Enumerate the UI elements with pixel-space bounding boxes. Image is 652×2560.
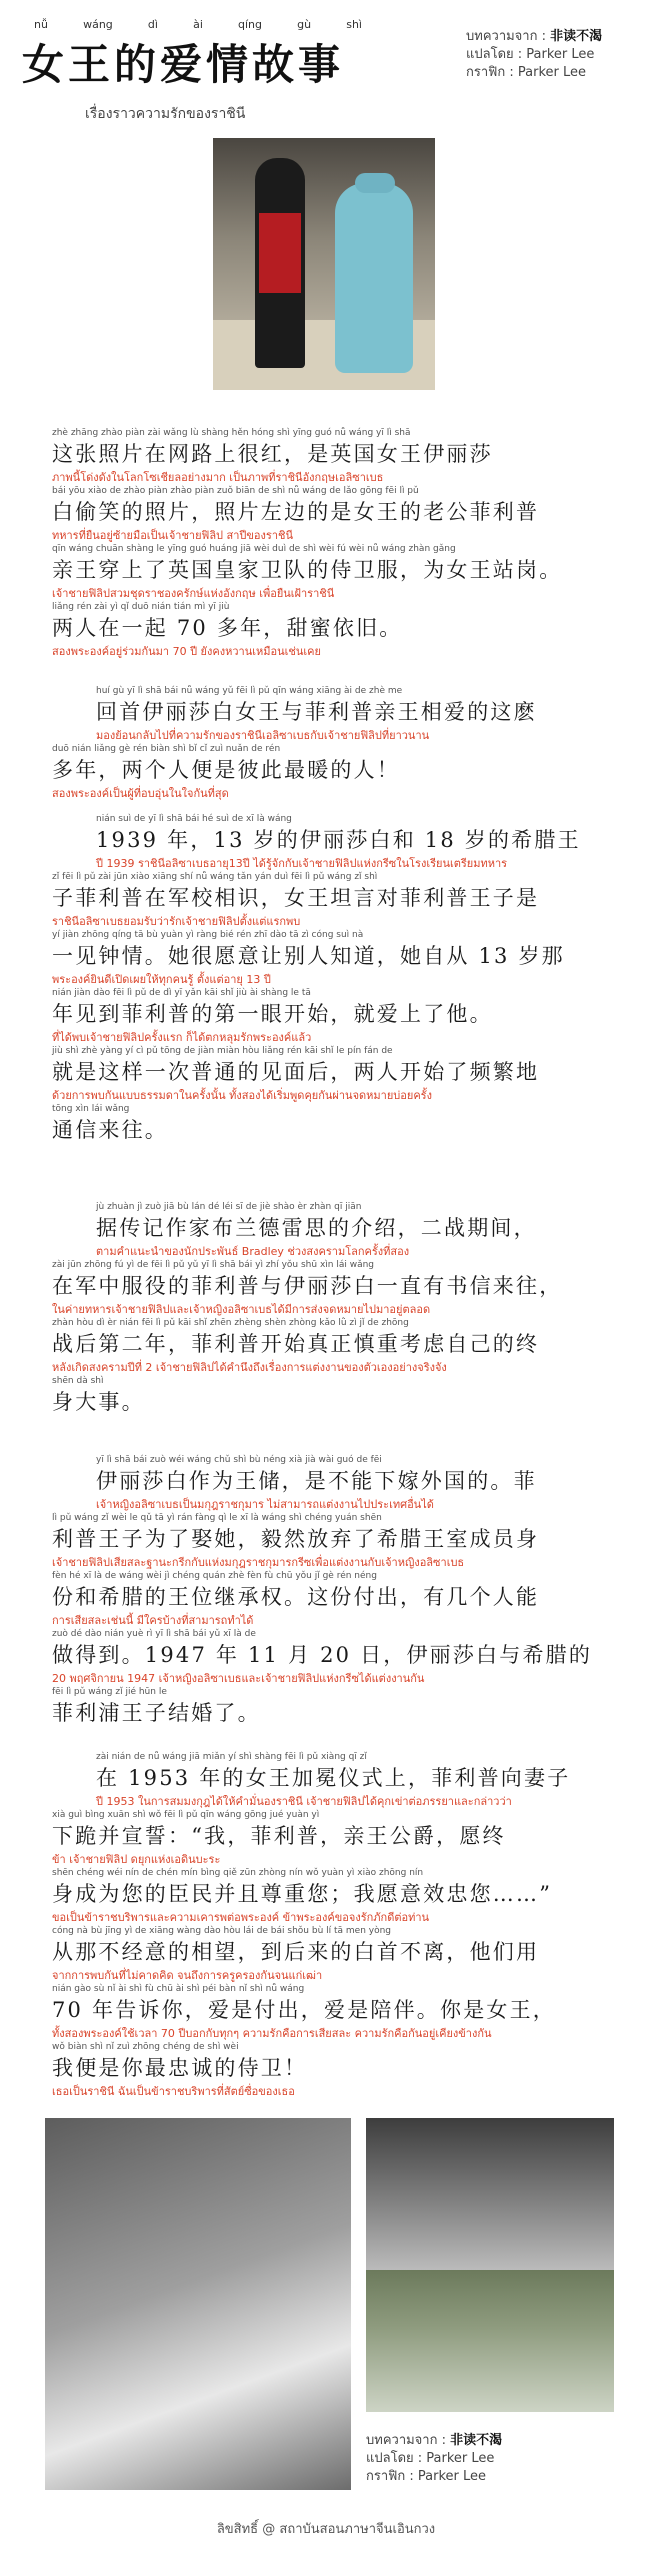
thai-translation-line: ตามคำแนะนำของนักประพันธ์ Bradley ช่วงสงครามโลกครั้งที่สอง — [96, 1245, 410, 1258]
thai-translation-line: 20 พฤศจิกายน 1947 เจ้าหญิงอลิซาเบธและเจ้าชายฟิลิปแห่งกรีซได้แต่งงานกัน — [52, 1672, 425, 1685]
title-pinyin-syllable: wáng — [83, 18, 113, 31]
thai-translation-line: ทหารที่ยืนอยู่ซ้ายมือเป็นเจ้าชายฟิลิป สาปีของราชินี — [52, 529, 293, 542]
title-pinyin-syllable: dì — [147, 18, 158, 31]
chinese-line: 份和希腊的王位继承权。这份付出，有几个人能 — [52, 1585, 540, 1609]
paragraph-4 — [0, 1202, 652, 1434]
paragraph-1 — [0, 428, 652, 660]
thai-translation-line: มองย้อนกลับไปที่ความรักของราชินีเอลิซาเบธกับเจ้าชายฟิลิปที่ยาวนาน — [96, 729, 430, 742]
text-row — [0, 1046, 652, 1104]
thai-translation-line: ข้า เจ้าชายฟิลิป ดยุกแห่งเอดินบะระ — [52, 1853, 221, 1866]
text-row — [0, 486, 652, 544]
credit-translator: แปลโดย : Parker Lee — [466, 47, 595, 62]
page-subtitle: เรื่องราวความรักของราชินี — [85, 106, 246, 122]
credit-source: บทความจาก : 非读不渴 — [466, 29, 603, 44]
pinyin-line: tōng xìn lái wǎng — [52, 1104, 130, 1114]
text-row — [0, 544, 652, 602]
pinyin-line: nián jiàn dào fēi lì pǔ de dì yī yǎn kāi shǐ jiù ài shàng le tā — [52, 988, 311, 998]
chinese-line: 我便是你最忠诚的侍卫！ — [52, 2056, 308, 2080]
text-row — [0, 428, 652, 486]
paragraph-6 — [0, 1752, 652, 2100]
photo-young-couple — [366, 2118, 614, 2276]
title-pinyin-syllable: qíng — [238, 18, 262, 31]
chinese-line: 从那不经意的相望，到后来的白首不离，他们用 — [52, 1940, 540, 1964]
pinyin-line: yī lì shā bái zuò wéi wáng chǔ shì bù néng xià jià wài guó de fēi — [96, 1455, 382, 1465]
thai-translation-line: เจ้าชายฟิลิปเสียสละฐานะกรีกกับแห่งมกุฎราชกุมารกรีซเพื่อแต่งงานกับเจ้าหญิงอลิซาเบธ — [52, 1556, 465, 1569]
pinyin-line: duō nián liǎng gè rén biàn shì bǐ cǐ zuì nuǎn de rén — [52, 744, 281, 754]
text-row — [0, 1984, 652, 2042]
title-pinyin-syllable: gù — [297, 18, 312, 31]
text-row — [0, 686, 652, 744]
text-row — [0, 1104, 652, 1162]
pinyin-line: xià guì bìng xuān shì wǒ fēi lì pǔ qīn wáng gōng jué yuàn yì — [52, 1810, 320, 1820]
chinese-line: 在军中服役的菲利普与伊丽莎白一直有书信来往， — [52, 1274, 563, 1298]
chinese-line: 白偷笑的照片，照片左边的是女王的老公菲利普 — [52, 500, 540, 524]
credit-graphic: กราฟิก : Parker Lee — [366, 2469, 486, 2484]
pinyin-line: cóng nà bù jīng yì de xiāng wàng dào hòu lái de bái shǒu bù lí tā men yòng — [52, 1926, 392, 1936]
thai-translation-line: สองพระองค์เป็นผู้ที่อบอุ่นในใจกันที่สุด — [52, 787, 229, 800]
chinese-line: 这张照片在网路上很红，是英国女王伊丽莎 — [52, 442, 493, 466]
pinyin-line: zài jūn zhōng fú yì de fēi lì pǔ yǔ yī lì shā bái yì zhí yǒu shū xìn lái wǎng — [52, 1260, 375, 1270]
credit-source: บทความจาก : 非读不渴 — [366, 2433, 503, 2448]
text-row — [0, 988, 652, 1046]
thai-translation-line: ปี 1939 ราชินีอลิซาเบธอายุ13ปี ได้รู้จักกับเจ้าชายฟิลิปแห่งกรีซในโรงเรียนเตรียมทหาร — [96, 857, 508, 870]
thai-translation-line: เธอเป็นราชินี ฉันเป็นข้าราชบริพารที่สัตย์ซื่อของเธอ — [52, 2085, 295, 2098]
thai-translation-line: ด้วยการพบกันแบบธรรมดาในครั้งนั้น ทั้งสองได้เริ่มพูดคุยกันผ่านจดหมายบ่อยครั้ง — [52, 1089, 432, 1102]
prince-figure — [255, 158, 305, 368]
text-row — [0, 872, 652, 930]
chinese-line: 做得到。1947 年 11 月 20 日，伊丽莎白与希腊的 — [52, 1643, 593, 1667]
chinese-line: 利普王子为了娶她，毅然放弃了希腊王室成员身 — [52, 1527, 540, 1551]
text-row — [0, 1202, 652, 1260]
thai-translation-line: หลังเกิดสงครามปีที่ 2 เจ้าชายฟิลิปได้คำนึงถึงเรื่องการแต่งงานของตัวเองอย่างจริงจัง — [52, 1361, 447, 1374]
text-row — [0, 814, 652, 872]
thai-translation-line: ที่ได้พบเจ้าชายฟิลิปครั้งแรก ก็ได้ตกหลุมรักพระองค์แล้ว — [52, 1031, 312, 1044]
credit-translator: แปลโดย : Parker Lee — [366, 2451, 495, 2466]
chinese-line: 身大事。 — [52, 1390, 145, 1414]
chinese-line: 据传记作家布兰德雷思的介绍，二战期间， — [96, 1216, 537, 1240]
chinese-line: 70 年告诉你，爱是付出，爱是陪伴。你是女王， — [52, 1998, 556, 2022]
title-pinyin-syllable: nǚ — [34, 18, 48, 31]
credits-bottom — [366, 2432, 502, 2486]
thai-translation-line: เจ้าชายฟิลิปสวมชุดราชองครักษ์แห่งอังกฤษ เพื่อยืนเฝ้าราชินี — [52, 587, 335, 600]
chinese-line: 身成为您的臣民并且尊重您；我愿意效忠您……” — [52, 1882, 553, 1906]
chinese-line: 一见钟情。她很愿意让别人知道，她自从 13 岁那 — [52, 944, 565, 968]
chinese-line: 就是这样一次普通的见面后，两人开始了频繁地 — [52, 1060, 540, 1084]
text-row — [0, 744, 652, 802]
text-row — [0, 1318, 652, 1376]
thai-translation-line: จากการพบกันที่ไม่คาดคิด จนถึงการครูครองกันจนแก่เฒ่า — [52, 1969, 323, 1982]
chinese-line: 两人在一起 70 多年，甜蜜依旧。 — [52, 616, 403, 640]
thai-translation-line: ในค่ายทหารเจ้าชายฟิลิปและเจ้าหญิงอลิซาเบธได้มีการส่งจดหมายไปมาอยู่ตลอด — [52, 1303, 431, 1316]
credit-graphic: กราฟิก : Parker Lee — [466, 65, 586, 80]
pinyin-line: jiù shì zhè yàng yí cì pǔ tōng de jiàn miàn hòu liǎng rén kāi shǐ le pín fán de — [52, 1046, 393, 1056]
pinyin-line: zhè zhāng zhào piàn zài wǎng lù shàng hěn hóng shì yīng guó nǚ wáng yī lì shā — [52, 428, 411, 438]
chinese-line: 亲王穿上了英国皇家卫队的侍卫服，为女王站岗。 — [52, 558, 563, 582]
text-row — [0, 1455, 652, 1513]
text-row — [0, 1260, 652, 1318]
pinyin-line: zài nián de nǚ wáng jiā miǎn yí shì shàng fēi lì pǔ xiàng qī zǐ — [96, 1752, 367, 1762]
pinyin-line: lì pǔ wáng zǐ wèi le qǔ tā yì rán fàng qì le xī là wáng shì chéng yuán shēn — [52, 1513, 382, 1523]
photo-wedding — [45, 2118, 351, 2490]
title-pinyin — [28, 18, 368, 31]
text-row — [0, 1926, 652, 1984]
text-row — [0, 930, 652, 988]
thai-translation-line: พระองค์ยินดีเปิดเผยให้ทุกคนรู้ ตั้งแต่อายุ 13 ปี — [52, 973, 271, 986]
text-row — [0, 1687, 652, 1745]
text-row — [0, 602, 652, 660]
credits-top — [466, 28, 602, 82]
text-row — [0, 1752, 652, 1810]
pinyin-line: bái yōu xiào de zhào piàn zhào piàn zuǒ biān de shì nǚ wáng de lǎo gōng fēi lì pǔ — [52, 486, 419, 496]
thai-translation-line: ขอเป็นข้าราชบริพารและความเคารพต่อพระองค์ ข้าพระองค์ขอจงรักภักดีต่อท่าน — [52, 1911, 430, 1924]
chinese-line: 伊丽莎白作为王储，是不能下嫁外国的。菲 — [96, 1469, 537, 1493]
paragraph-5 — [0, 1455, 652, 1745]
text-row — [0, 1629, 652, 1687]
chinese-line: 下跪并宣誓：“我，菲利普，亲王公爵，愿终 — [52, 1824, 506, 1848]
pinyin-line: huí gù yī lì shā bái nǚ wáng yǔ fēi lì pǔ qīn wáng xiāng ài de zhè me — [96, 686, 403, 696]
pinyin-line: nián suì de yī lì shā bái hé suì de xī là wáng — [96, 814, 292, 824]
page-title: 女王的爱情故事 — [22, 40, 345, 89]
pinyin-line: zhàn hòu dì èr nián fēi lì pǔ kāi shǐ zhēn zhèng shèn zhòng kǎo lǜ zì jǐ de zhōng — [52, 1318, 409, 1328]
chinese-line: 菲利浦王子结婚了。 — [52, 1701, 261, 1725]
pinyin-line: qīn wáng chuān shàng le yīng guó huáng jiā wèi duì de shì wèi fú wèi nǚ wáng zhàn gǎng — [52, 544, 456, 554]
text-row — [0, 2042, 652, 2100]
text-row — [0, 1868, 652, 1926]
text-row — [0, 1571, 652, 1629]
pinyin-line: liǎng rén zài yì qǐ duō nián tián mì yī jiù — [52, 602, 230, 612]
chinese-line: 子菲利普在军校相识，女王坦言对菲利普王子是 — [52, 886, 540, 910]
pinyin-line: fēi lì pǔ wáng zǐ jié hūn le — [52, 1687, 167, 1697]
pinyin-line: jù zhuàn jì zuò jiā bù lán dé léi sī de jiè shào èr zhàn qī jiān — [96, 1202, 362, 1212]
pinyin-line: shēn dà shì — [52, 1376, 104, 1386]
text-row — [0, 1513, 652, 1571]
text-row — [0, 1810, 652, 1868]
chinese-line: 回首伊丽莎白女王与菲利普亲王相爱的这麽 — [96, 700, 537, 724]
chinese-line: 在 1953 年的女王加冕仪式上，菲利普向妻子 — [96, 1766, 571, 1790]
thai-translation-line: ทั้งสองพระองค์ใช้เวลา 70 ปีบอกกับทุกๆ ความรักคือการเสียสละ ความรักคือกันอยู่เคียงข้างกัน — [52, 2027, 492, 2040]
thai-translation-line: การเสียสละเช่นนี้ มีใครบ้างที่สามารถทำได้ — [52, 1614, 254, 1627]
pinyin-line: shēn chéng wéi nín de chén mín bìng qiě zūn zhòng nín wǒ yuàn yì xiào zhōng nín — [52, 1868, 424, 1878]
chinese-line: 通信来往。 — [52, 1118, 168, 1142]
pinyin-line: wǒ biàn shì nǐ zuì zhōng chéng de shì wèi — [52, 2042, 239, 2052]
chinese-line: 年见到菲利普的第一眼开始，就爱上了他。 — [52, 1002, 493, 1026]
thai-translation-line: ภาพนี้โด่งดังในโลกโซเชียลอย่างมาก เป็นภาพที่ราชินีอังกฤษเอลิซาเบธ — [52, 471, 384, 484]
thai-translation-line: สองพระองค์อยู่ร่วมกันมา 70 ปี ยังคงหวานเหมือนเช่นเคย — [52, 645, 321, 658]
pinyin-line: zuò dé dào nián yuè rì yī lì shā bái yǔ xī là de — [52, 1629, 256, 1639]
paragraph-3 — [0, 814, 652, 1162]
thai-translation-line: เจ้าหญิงอลิซาเบธเป็นมกุฎราชกุมาร ไม่สามารถแต่งงานไปประเทศอื่นได้ — [96, 1498, 434, 1511]
thai-translation-line: ปี 1953 ในการสมมงกุฎได้ให้คำมั่นองราชินี เจ้าชายฟิลิปได้คุกเข่าต่อภรรยาและกล่าวว่า — [96, 1795, 512, 1808]
queen-figure — [335, 183, 413, 373]
chinese-line: 多年，两个人便是彼此最暖的人！ — [52, 758, 400, 782]
photo-queen-and-prince — [213, 138, 435, 390]
thai-translation-line: ราชินีอลิซาเบธยอมรับว่ารักเจ้าชายฟิลิปตั้งแต่แรกพบ — [52, 915, 301, 928]
title-pinyin-syllable: ài — [193, 18, 203, 31]
chinese-line: 战后第二年，菲利普开始真正慎重考虑自己的终 — [52, 1332, 540, 1356]
photo-elderly-couple — [366, 2270, 614, 2412]
pinyin-line: fèn hé xī là de wáng wèi jì chéng quán zhè fèn fù chū yǒu jǐ gè rén néng — [52, 1571, 377, 1581]
pinyin-line: nián gào sù nǐ ài shì fù chū ài shì péi bàn nǐ shì nǚ wáng — [52, 1984, 305, 1994]
title-pinyin-syllable: shì — [346, 18, 362, 31]
pinyin-line: yí jiàn zhōng qíng tā bù yuàn yì ràng bié rén zhī dào tā zì cóng suì nà — [52, 930, 364, 940]
text-row — [0, 1376, 652, 1434]
pinyin-line: zǐ fēi lì pǔ zài jūn xiào xiāng shí nǚ wáng tǎn yán duì fēi lì pǔ wáng zǐ shì — [52, 872, 378, 882]
paragraph-2 — [0, 686, 652, 802]
footer-copyright: ลิขสิทธิ์ @ สถาบันสอนภาษาจีนเอินกวง — [216, 2522, 436, 2537]
chinese-line: 1939 年，13 岁的伊丽莎白和 18 岁的希腊王 — [96, 828, 581, 852]
